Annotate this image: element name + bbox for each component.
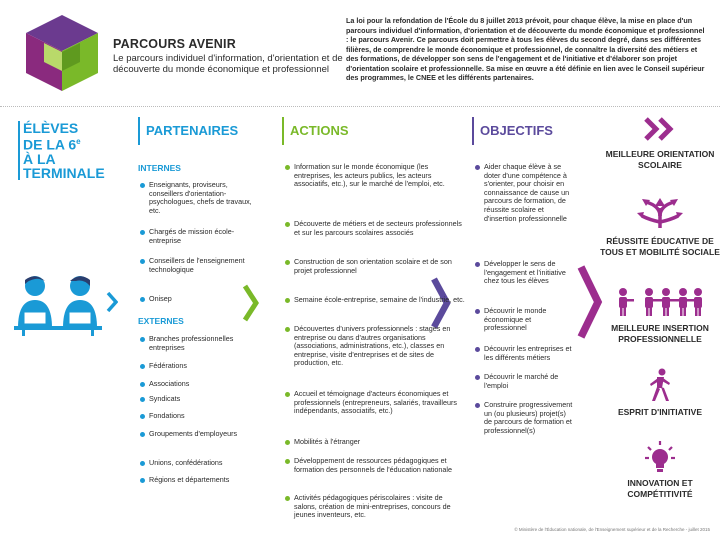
list-item: Enseignants, proviseurs, conseillers d'orientation-psychologues, chefs de travaux, etc. [140, 181, 262, 215]
list-item: Branches professionnelles entreprises [140, 335, 262, 352]
header-title-block [113, 37, 343, 75]
parcours-logo [22, 13, 102, 93]
list-item: Aider chaque élève à se doter d'une compétence à s'orienter, pour choisir en connaissance de cause un parcours de formation, de réussite scolaire et d'insertion professionnelle [475, 163, 575, 223]
list-item: Fédérations [140, 362, 262, 371]
externes-label: EXTERNES [138, 316, 184, 326]
result-label: RÉUSSITE ÉDUCATIVE DE TOUS ET MOBILITÉ SOCIALE [600, 236, 720, 257]
branching-arrows-icon [636, 194, 684, 228]
list-item: Développer le sens de l'engagement et l'initiative chez tous les élèves [475, 260, 575, 286]
copyright-text: © Ministère de l'Éducation nationale, de l'Enseignement supérieur et de la Recherche - juillet 2015 [514, 527, 710, 532]
result-label: MEILLEURE INSERTION PROFESSIONNELLE [611, 323, 709, 344]
intro-text: La loi pour la refondation de l'École du 8 juillet 2013 prévoit, pour chaque élève, la mise en place d'un parcours individuel d'information, d'orientation et de découverte du monde économique et professionnel : le parcours Avenir. Ce parcours doit permettre à tous les élèves du second degré, dans ses différentes filières, de comprendre le monde économique et professionnel, de connaître la diversité des métiers et des formations, de développer son sens de l'engagement et de l'initiative et d'élaborer son projet d'orientation scolaire et professionnelle. Sa mise en œuvre a été définie en lien avec le Conseil supérieur des programmes, le CNEE et les différents partenaires. [346, 16, 705, 82]
internes-label: INTERNES [138, 163, 181, 173]
list-item: Associations [140, 380, 262, 389]
actions-heading: ACTIONS [282, 121, 349, 141]
eleves-line-text: DE LA 6 [23, 136, 77, 153]
eleves-line: ÉLÈVES [23, 120, 79, 136]
double-chevron-icon [643, 116, 677, 142]
list-item: Fondations [140, 412, 262, 421]
list-item: Information sur le monde économique (les entreprises, les acteurs publics, les acteurs associatifs, etc.), sur le marché de l'emploi, etc. [285, 163, 465, 189]
objectifs-heading: OBJECTIFS [472, 121, 553, 141]
list-item: Chargés de mission école-entreprise [140, 228, 262, 245]
list-item: Groupements d'employeurs [140, 430, 262, 439]
result-label: INNOVATION ET COMPÉTITIVITÉ [627, 478, 693, 499]
result-label: ESPRIT D'INITIATIVE [617, 407, 703, 417]
eleves-superscript: e [76, 137, 81, 146]
list-item: Construire progressivement un (ou plusieurs) projet(s) de parcours de formation et professionnel(s) [475, 401, 575, 435]
list-item: Semaine école-entreprise, semaine de l'industrie, etc. [285, 296, 465, 305]
divider [0, 106, 720, 107]
running-person-icon [646, 368, 672, 402]
list-item: Construction de son orientation scolaire et de son projet professionnel [285, 258, 465, 275]
list-item: Découverte de métiers et de secteurs professionnels et sur les parcours scolaires associés [285, 220, 465, 237]
students-icon [14, 272, 102, 336]
chevron-right-icon [106, 291, 118, 313]
list-item: Découvrir les entreprises et les différents métiers [475, 345, 575, 362]
page-title: PARCOURS AVENIR [113, 37, 236, 51]
page-subtitle: Le parcours individuel d'information, d'orientation et de découverte du monde économique et professionnel [113, 53, 343, 75]
list-item: Onisep [140, 295, 262, 304]
eleves-heading [18, 121, 128, 180]
list-item: Unions, confédérations [140, 459, 262, 468]
eleves-line: TERMINALE [23, 164, 105, 181]
partenaires-heading: PARTENAIRES [138, 121, 238, 141]
list-item: Syndicats [140, 395, 262, 404]
lightbulb-icon [644, 440, 676, 474]
list-item: Mobilités à l'étranger [285, 438, 465, 447]
eleves-line: À LA [23, 150, 56, 167]
people-group-icon [616, 287, 704, 317]
list-item: Conseillers de l'enseignement technologique [140, 257, 262, 274]
list-item: Activités pédagogiques périscolaires : visite de salons, création de mini-entreprises, concours de jeunes inventeurs, etc. [285, 494, 465, 520]
result-label: MEILLEURE ORIENTATION SCOLAIRE [605, 149, 715, 170]
list-item: Découvertes d'univers professionnels : stages en entreprise ou dans d'autres organisations (associations, administrations, etc.), classes en entreprise, visite d'entreprises et de sites de production, etc. [285, 325, 465, 368]
list-item: Découvrir le marché de l'emploi [475, 373, 575, 390]
list-item: Découvrir le monde économique et professionnel [475, 307, 575, 333]
list-item: Régions et départements [140, 476, 262, 485]
list-item: Accueil et témoignage d'acteurs économiques et professionnels (entrepreneurs, salariés, travailleurs indépendants, associatifs, etc.) [285, 390, 465, 416]
eleves-line [23, 135, 128, 152]
list-item: Développement de ressources pédagogiques et formation des personnels de l'éducation nationale [285, 457, 465, 474]
